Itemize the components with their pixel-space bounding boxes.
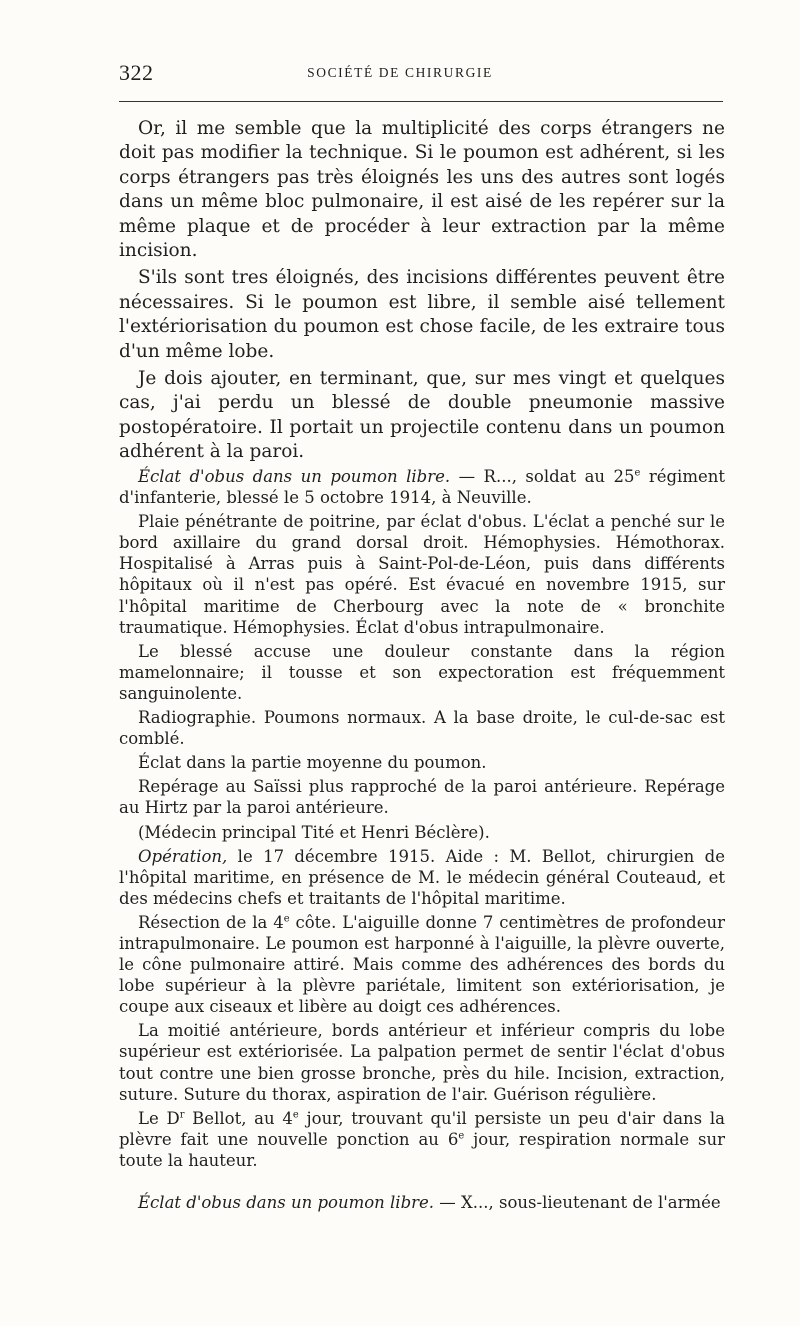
paragraph: Plaie pénétrante de poitrine, par éclat d'obus. L'éclat a penché sur le bord axillaire du grand dorsal droit. Hémophysies. Hémothorax. Hospitalisé à Arras puis à Saint-Pol-de-Léon, puis dans différents hôpitaux où il n'est pas opéré. Est évacué en novembre 1915, sur l'hôpital maritime de Cherbourg avec la note de « bronchite traumatique. Hémophysies. Éclat d'obus intrapulmonaire. — [119, 512, 725, 637]
case-intro: Éclat d'obus dans un poumon libre. — X..., sous-lieutenant de l'armée — [138, 1193, 721, 1212]
paragraph: Le blessé accuse une douleur constante dans la région mamelonnaire; il tousse et son expectoration est fréquemment sanguinolente. — [119, 641, 725, 703]
running-title: SOCIÉTÉ DE CHIRURGIE — [307, 65, 493, 80]
paragraph: S'ils sont tres éloignés, des incisions différentes peuvent être nécessaires. Si le poumon est libre, il semble aisé tellement l'extériorisation du poumon est chose facile, de les extraire tous d'un même lobe. — [119, 267, 725, 362]
paragraph: (Médecin principal Tité et Henri Béclère). — [138, 822, 490, 842]
paragraph: Résection de la 4e côte. L'aiguille donne 7 centimètres de profondeur intrapulmonaire. Le poumon est harponné à l'aiguille, la plèvre ouverte, le cône pulmonaire attiré. Mais comme des adhérences des bords du lobe supérieur à la plèvre pariétale, limitent son extériorisation, je coupe aux ciseaux et libère au doigt ces adhérences. — [119, 912, 725, 1017]
page-number: 322 — [119, 60, 154, 85]
case-title: Éclat d'obus dans un poumon libre. — [138, 1193, 435, 1212]
paragraph: Radiographie. Poumons normaux. A la base droite, le cul-de-sac est comblé. — [119, 708, 725, 749]
header-rule — [119, 101, 723, 102]
case-title: Éclat d'obus dans un poumon libre. — [138, 467, 451, 486]
main-text — [119, 117, 725, 465]
paragraph: La moitié antérieure, bords antérieur et inférieur compris du lobe supérieur est extériorisée. La palpation permet de sentir l'éclat d'obus tout contre une bien grosse bronche, près du hile. Incision, extraction, suture. Suture du thorax, aspiration de l'air. Guérison régulière. — [119, 1021, 725, 1104]
operation-paragraph: Opération, le 17 décembre 1915. Aide : M. Bellot, chirurgien de l'hôpital maritime, en présence de M. le médecin général Couteaud, et des médecins chefs et traitants de l'hôpital maritime. — [119, 846, 725, 908]
case-observation-2 — [119, 1192, 725, 1213]
operation-label: Opération, — [138, 846, 228, 866]
paragraph: Le $D^r$ Bellot, au 4e jour, trouvant qu'il persiste un peu d'air dans la plèvre fait une nouvelle ponction au 6e jour, respiration normale sur toute la hauteur. — [119, 1108, 725, 1170]
case-intro: Éclat d'obus dans un poumon libre. — R..., soldat au 25e régiment d'infanterie, blessé le 5 octobre 1914, à Neuville. — [119, 467, 725, 508]
paragraph: Or, il me semble que la multiplicité des corps étrangers ne doit pas modifier la technique. Si le poumon est adhérent, si les corps étrangers pas très éloignés les uns des autres sont logés dans un même bloc pulmonaire, il est aisé de les repérer sur la même plaque et de procéder à leur extraction par la même incision. — [119, 118, 725, 262]
page-header — [0, 60, 800, 90]
paragraph: Repérage au Saïssi plus rapproché de la paroi antérieure. Repérage au Hirtz par la paroi antérieure. — [119, 777, 725, 818]
case-observation-1 — [119, 466, 725, 1171]
paragraph: Je dois ajouter, en terminant, que, sur mes vingt et quelques cas, j'ai perdu un blessé de double pneumonie massive postopératoire. Il portait un projectile contenu dans un poumon adhérent à la paroi. — [119, 368, 725, 463]
paragraph: Éclat dans la partie moyenne du poumon. — [138, 753, 487, 773]
